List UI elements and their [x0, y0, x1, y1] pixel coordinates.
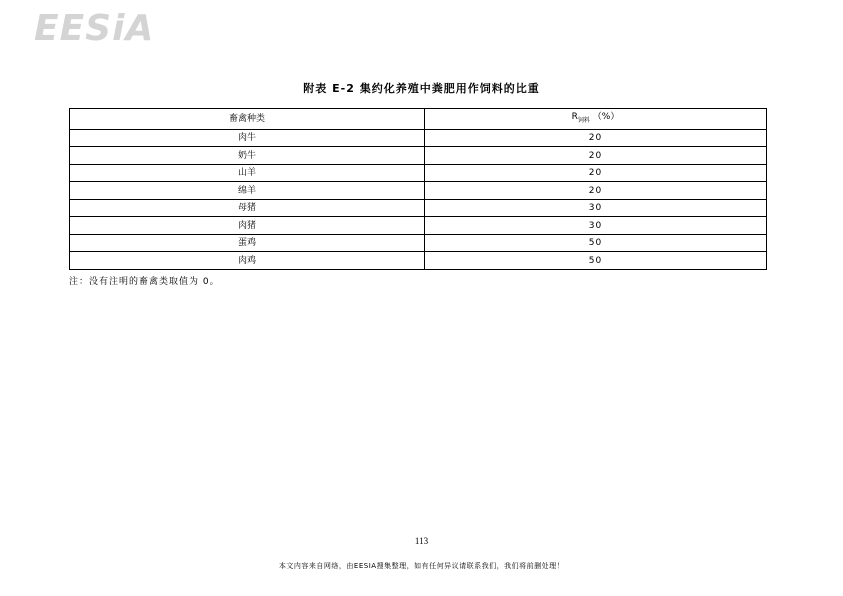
row-value: 30	[425, 199, 767, 217]
table-row	[70, 182, 767, 200]
row-value: 20	[425, 182, 767, 200]
eesia-logo: EESiA	[34, 8, 155, 49]
row-animal: 肉猪	[70, 217, 425, 235]
header-r-feed	[425, 109, 767, 130]
row-animal: 肉鸡	[70, 252, 425, 270]
table-row	[70, 217, 767, 235]
table-header-row	[70, 109, 767, 130]
row-value: 50	[425, 252, 767, 270]
table-note: 注：没有注明的畜禽类取值为 0。	[69, 277, 220, 287]
table-row	[70, 234, 767, 252]
table-row	[70, 164, 767, 182]
row-animal: 绵羊	[70, 182, 425, 200]
row-animal: 山羊	[70, 164, 425, 182]
row-value: 20	[425, 147, 767, 165]
table-title: 附表 E-2 集约化养殖中粪肥用作饲料的比重	[303, 82, 540, 95]
table-row	[70, 129, 767, 147]
header-r-symbol: R	[571, 112, 578, 122]
row-value: 50	[425, 234, 767, 252]
footer-disclaimer: 本文内容来自网络，由EESIA搜集整理，如有任何异议请联系我们，我们将前删处理！	[278, 562, 565, 570]
row-value: 30	[425, 217, 767, 235]
feed-ratio-table	[69, 108, 767, 270]
table-row	[70, 252, 767, 270]
table-row	[70, 147, 767, 165]
page-number: 113	[414, 536, 429, 546]
row-animal: 奶牛	[70, 147, 425, 165]
table-row	[70, 199, 767, 217]
row-value: 20	[425, 164, 767, 182]
row-animal: 母猪	[70, 199, 425, 217]
row-value: 20	[425, 129, 767, 147]
header-animal-type: 畜禽种类	[70, 109, 425, 130]
row-animal: 蛋鸡	[70, 234, 425, 252]
header-r-subscript: 饲料	[577, 116, 590, 124]
row-animal: 肉牛	[70, 129, 425, 147]
header-r-unit: （%）	[592, 112, 620, 122]
